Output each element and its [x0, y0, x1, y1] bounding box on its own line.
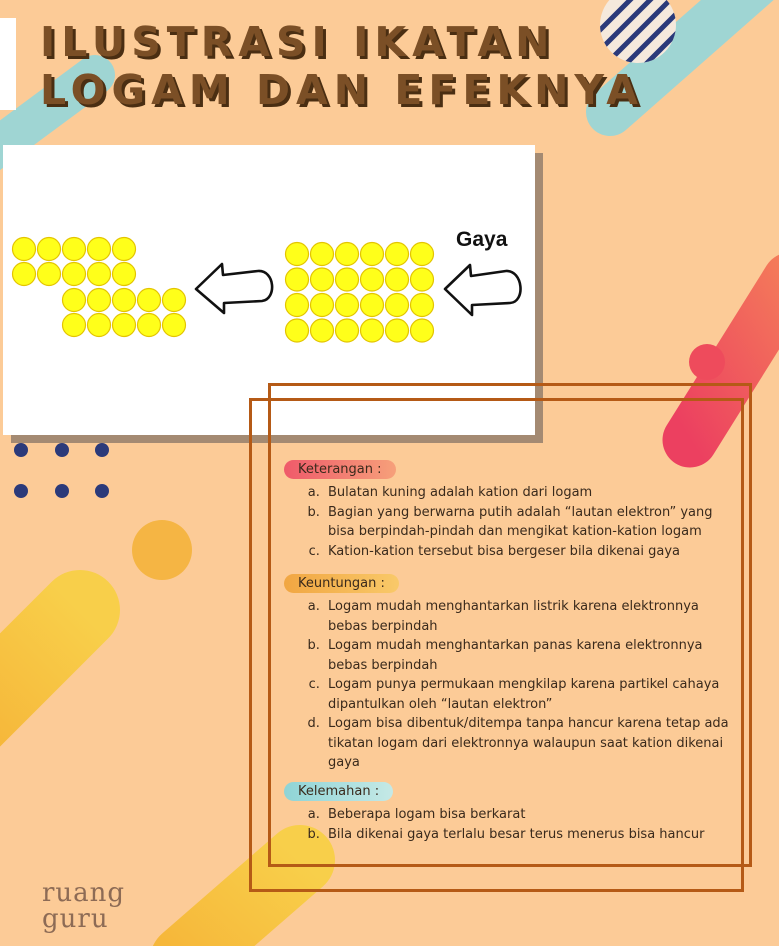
list-item: a. Beberapa logam bisa berkarat: [324, 805, 730, 825]
keterangan-label: Keterangan :: [284, 460, 396, 479]
orange-circle: [132, 520, 192, 580]
kelemahan-list: [280, 805, 730, 844]
section-keuntungan: [280, 574, 730, 773]
list-item: b. Bila dikenai gaya terlalu besar terus menerus bisa hancur: [324, 825, 730, 845]
keterangan-list: [280, 483, 730, 561]
section-keterangan: [280, 460, 730, 561]
white-tab: [0, 18, 16, 110]
red-dot: [689, 344, 725, 380]
list-item: c. Logam punya permukaan mengkilap karena partikel cahaya dipantulkan oleh “lautan elektron”: [324, 675, 730, 714]
list-item: a. Logam mudah menghantarkan listrik karena elektronnya bebas berpindah: [324, 597, 730, 636]
force-label: Gaya: [456, 228, 508, 251]
kelemahan-label: Kelemahan :: [284, 782, 393, 801]
keuntungan-list: [280, 597, 730, 773]
list-item: a. Bulatan kuning adalah kation dari logam: [324, 483, 730, 503]
page-title-line1: ILUSTRASI IKATAN: [40, 18, 556, 66]
section-kelemahan: [280, 782, 730, 844]
list-item: d. Logam bisa dibentuk/ditempa tanpa hancur karena tetap ada tikatan logam dari elektronnya walaupun saat kation dikenai gaya: [324, 714, 730, 773]
list-item: b. Bagian yang berwarna putih adalah “lautan elektron” yang bisa berpindah-pindah dan mengikat kation-kation logam: [324, 503, 730, 542]
list-item: b. Logam mudah menghantarkan panas karena elektronnya bebas berpindah: [324, 636, 730, 675]
ruangguru-logo: [42, 880, 125, 932]
keuntungan-label: Keuntungan :: [284, 574, 399, 593]
page-title-line2: LOGAM DAN EFEKNYA: [40, 66, 644, 114]
list-item: c. Kation-kation tersebut bisa bergeser bila dikenai gaya: [324, 542, 730, 562]
yellow-bar-left: [0, 610, 80, 720]
logo-line1: ruang: [42, 878, 126, 908]
logo-line2: guru: [42, 904, 109, 934]
